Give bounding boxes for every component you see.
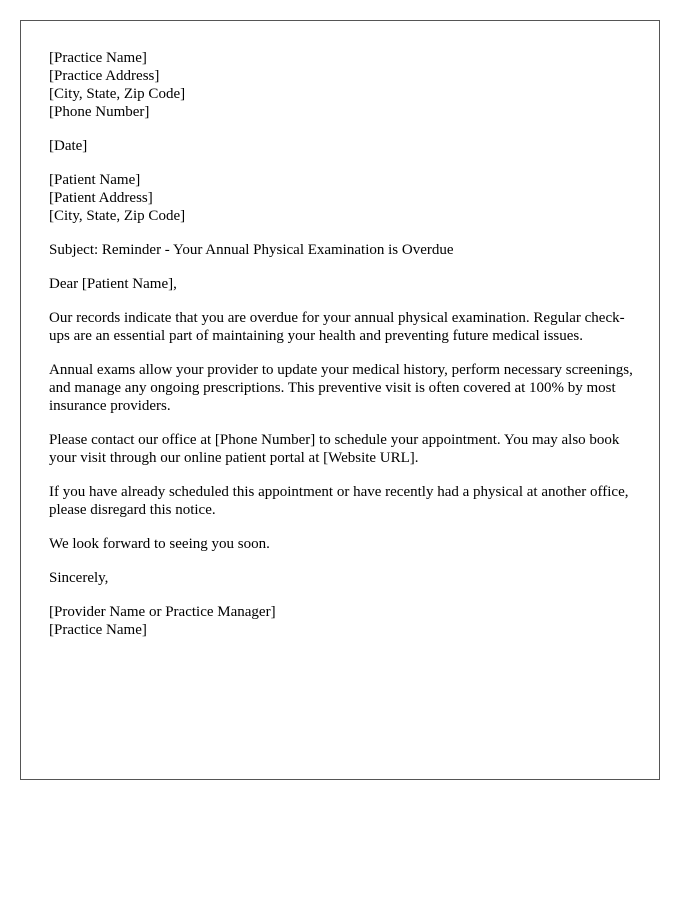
signature-name: [Provider Name or Practice Manager] [49, 604, 276, 620]
sender-city-state-zip: [City, State, Zip Code] [49, 86, 186, 102]
sender-address-block [49, 49, 639, 121]
letter-page [20, 20, 660, 780]
closing-block [49, 569, 639, 587]
recipient-address: [Patient Address] [49, 190, 153, 206]
body-paragraph-4: If you have already scheduled this appointment or have recently had a physical at another office, please disregard this notice. [49, 484, 629, 518]
letter-date: [Date] [49, 138, 88, 154]
sender-practice-address: [Practice Address] [49, 68, 160, 84]
salutation: Dear [Patient Name], [49, 276, 177, 292]
signature-practice: [Practice Name] [49, 622, 147, 638]
body-paragraph-1: Our records indicate that you are overdue for your annual physical examination. Regular check-ups are an essential part of maintaining your health and preventing future medical issues. [49, 310, 625, 344]
recipient-address-block [49, 171, 639, 225]
body-paragraph-3: Please contact our office at [Phone Number] to schedule your appointment. You may also book your visit through our online patient portal at [Website URL]. [49, 432, 620, 466]
sender-phone: [Phone Number] [49, 104, 150, 120]
letter-content [49, 49, 639, 655]
closing: Sincerely, [49, 570, 109, 586]
date-block [49, 137, 639, 155]
salutation-block [49, 275, 639, 293]
recipient-name: [Patient Name] [49, 172, 141, 188]
body-paragraph-2: Annual exams allow your provider to update your medical history, perform necessary screenings, and manage any ongoing prescriptions. This preventive visit is often covered at 100% by most insurance providers. [49, 362, 633, 414]
subject-line-block [49, 241, 639, 259]
signature-block [49, 603, 639, 639]
recipient-city-state-zip: [City, State, Zip Code] [49, 208, 186, 224]
sender-practice-name: [Practice Name] [49, 50, 147, 66]
body-paragraph-5: We look forward to seeing you soon. [49, 536, 270, 552]
subject-line: Subject: Reminder - Your Annual Physical Examination is Overdue [49, 242, 454, 258]
